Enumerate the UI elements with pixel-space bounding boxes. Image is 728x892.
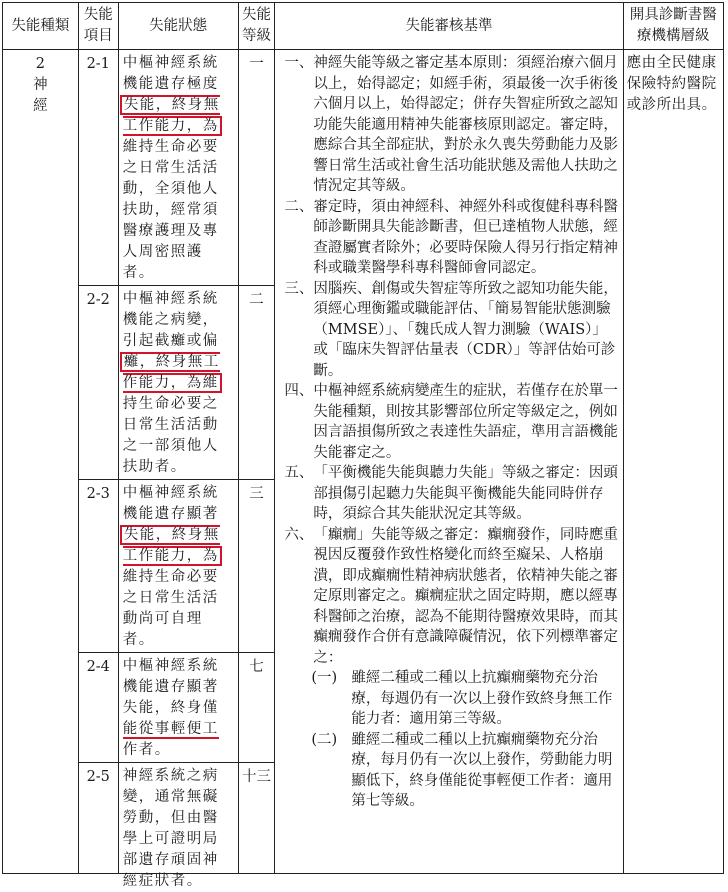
state-highlight: 失能，終身無工作能力，為	[120, 525, 222, 566]
standard-item: 三、 因腦疾、創傷或失智症等所致之認知功能失能，須經心理衡鑑或職能評估、「簡易智能狀態測驗（MMSE）」、「魏氏成人智力測驗（WAIS）」或「臨床失智評估量表（CDR）」等評估始可診斷。	[284, 280, 618, 379]
state-text: 維持生命必要之日常生活活動，全須他人扶助，經常須醫療護理及專人周密照護者。	[122, 139, 219, 281]
state-text: 維持生命必要之日常生活活動尚可自理者。	[122, 569, 219, 648]
state-cell	[118, 653, 238, 763]
state-cell	[118, 286, 238, 480]
grade-cell: 二	[238, 286, 275, 480]
standard-cell	[275, 50, 623, 874]
header-standard: 失能審核基準	[275, 3, 623, 50]
state-text: 作者。	[122, 742, 171, 758]
header-type: 失能種類	[3, 3, 79, 50]
header-grade: 失能等級	[238, 3, 275, 50]
state-text: 持生命必要之日常生活活動之一部須他人扶助者。	[122, 396, 219, 475]
grade-cell: 三	[238, 480, 275, 653]
header-state: 失能狀態	[118, 3, 238, 50]
disability-type-number: 2	[35, 56, 45, 72]
state-underline: 能從事輕便工	[122, 721, 219, 737]
sub-standard-item: (二) 雖經二種或二種以上抗癲癇藥物充分治療，每月仍有一次以上發作，勞動能力明顯低下，終身僅能從事輕便工作者：適用第七等級。	[311, 731, 613, 809]
cert-cell: 應由全民健康保險特約醫院或診所出具。	[623, 50, 723, 874]
state-text: 神經系統之病變，通常無礙勞動，但由醫學上可證明局部遺存頑固神經症狀者。	[122, 768, 219, 889]
disability-type-cell	[3, 50, 79, 874]
standard-item: 四、 中樞神經系統病變產生的症狀，若僅存在於單一失能種類，則按其影響部位所定等級定之，例如因言語損傷所致之表達性失語症，準用言語機能失能審定之。	[284, 383, 618, 461]
item-code: 2-1	[78, 50, 118, 286]
grade-cell: 十三	[238, 763, 275, 874]
header-item: 失能項目	[78, 3, 118, 50]
disability-standards-table	[2, 2, 724, 889]
standard-item: 二、 審定時，須由神經科、神經外科或復健科專科醫師診斷開具失能診斷書，但已達植物人狀態，經查證屬實者除外；必要時保險人得另行指定精神科或職業醫學科專科醫師會同認定。	[284, 198, 618, 276]
grade-cell: 一	[238, 50, 275, 286]
state-cell	[118, 480, 238, 653]
table-row	[3, 50, 724, 286]
disability-type-name: 神經	[33, 77, 48, 114]
item-code: 2-3	[78, 480, 118, 653]
state-text: 中樞神經系統機能之病變，引起截癱或偏	[122, 291, 219, 349]
state-text: 中樞神經系統機能遺存顯著	[122, 485, 219, 522]
state-highlight: 癱，終身無工作能力，為維	[120, 352, 222, 393]
item-code: 2-5	[78, 763, 118, 874]
header-row	[3, 3, 724, 50]
state-text: 中樞神經系統機能遺存顯著失能，終身僅	[122, 658, 219, 716]
standard-item: 六、 「癲癇」失能等級之審定：癲癇發作，同時應重視因反覆發作致性格變化而終至癡呆、人格崩潰，即成癲癇性精神病狀態者，依精神失能之審定原則審定之。癲癇症狀之固定時期，應以經專科醫師之治療，認為不能期待醫療效果時，而其癲癇發作合併有意識障礙情況，依下列標準審定之：	[284, 526, 618, 666]
state-text: 中樞神經系統機能遺存極度	[122, 55, 219, 92]
item-code: 2-2	[78, 286, 118, 480]
state-cell	[118, 50, 238, 286]
header-cert: 開具診斷書醫療機構層級	[623, 3, 723, 50]
state-cell	[118, 763, 238, 889]
state-highlight: 失能，終身無工作能力，為	[120, 95, 222, 136]
item-code: 2-4	[78, 653, 118, 763]
grade-cell: 七	[238, 653, 275, 763]
standard-item: 五、 「平衡機能失能與聽力失能」等級之審定：因頭部損傷引起聽力失能與平衡機能失能同時併存時，須綜合其失能狀況定其等級。	[284, 465, 618, 522]
standard-item: 一、 神經失能等級之審定基本原則：須經治療六個月以上，始得認定；如經手術，須最後一次手術後六個月以上，始得認定；併存失智症所致之認知功能失能適用精神失能審核原則認定。審定時，應綜合其全部症狀，對於永久喪失勞動能力及影響日常生活或社會生活功能狀態及需他人扶助之情況定其等級。	[284, 55, 618, 194]
sub-standard-item: (一) 雖經二種或二種以上抗癲癇藥物充分治療，每週仍有一次以上發作致終身無工作能力者：適用第三等級。	[311, 670, 613, 727]
